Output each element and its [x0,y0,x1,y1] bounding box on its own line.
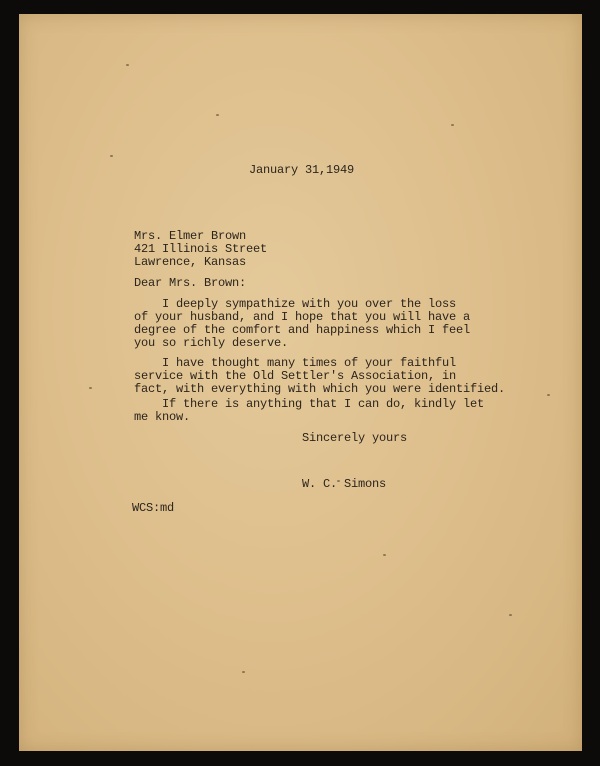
paper-speck [547,394,550,396]
paper-speck [89,387,92,389]
paper-speck [451,124,454,126]
body-line: I have thought many times of your faithful [134,356,457,370]
body-paragraph-2 [134,357,505,396]
body-line: I deeply sympathize with you over the loss [134,297,457,311]
body-line: degree of the comfort and happiness which I feel [134,323,471,337]
typist-initials: WCS:md [132,501,175,515]
body-line: If there is anything that I can do, kindly let [134,397,485,411]
body-line: service with the Old Settler's Association, in [134,369,457,383]
salutation: Dear Mrs. Brown: [134,276,247,290]
paper-speck [126,64,129,66]
address-line: Lawrence, Kansas [134,255,247,269]
paper-speck [216,114,219,116]
body-line: you so richly deserve. [134,336,289,350]
body-line: of your husband, and I hope that you will have a [134,310,471,324]
body-paragraph-1 [134,298,470,350]
paper-speck [383,554,386,556]
body-paragraph-3 [134,398,484,424]
address-line: 421 Illinois Street [134,242,268,256]
body-line: fact, with everything with which you were identified. [134,382,506,396]
closing: Sincerely yours [302,431,408,445]
body-line: me know. [134,410,191,424]
signature-name: W. C. Simons [302,477,387,491]
letter-date: January 31,1949 [249,163,355,177]
paper-speck [110,155,113,157]
paper-speck [242,671,245,673]
recipient-address [134,230,267,269]
address-line: Mrs. Elmer Brown [134,229,247,243]
paper-speck [509,614,512,616]
